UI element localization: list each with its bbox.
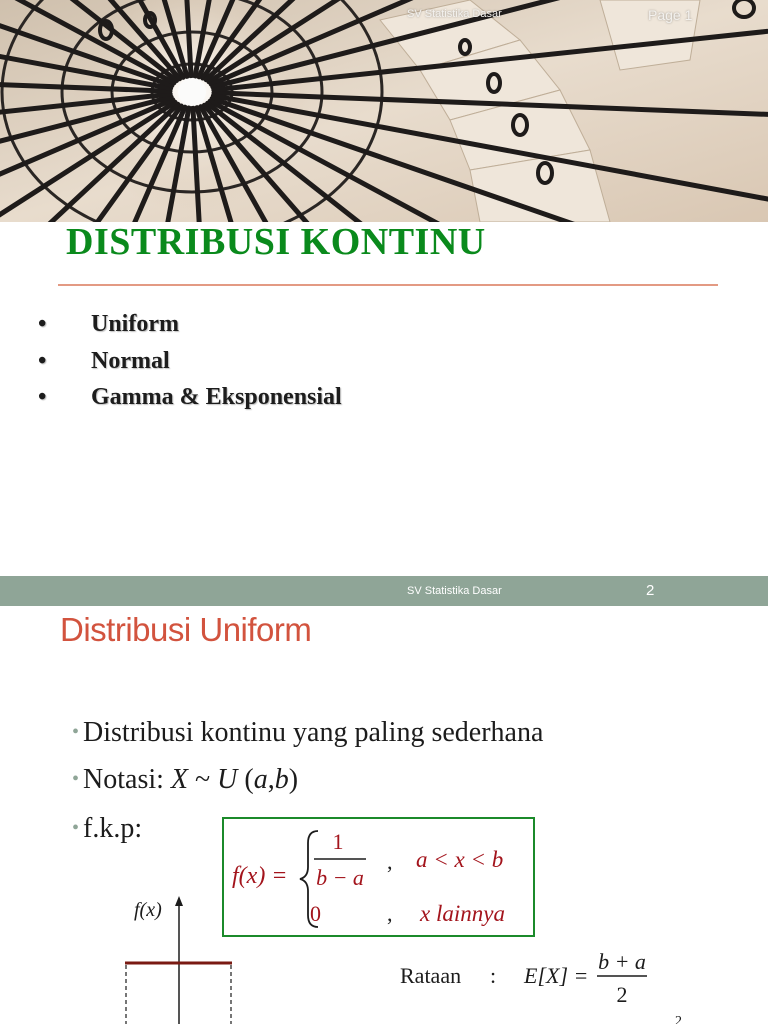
bullet-icon: • bbox=[72, 721, 80, 743]
zero-value: 0 bbox=[310, 901, 321, 926]
open-paren: ( bbox=[237, 764, 254, 795]
notation-prefix: Notasi: bbox=[83, 764, 171, 795]
banner-illustration bbox=[0, 0, 768, 222]
distribution-symbol: U bbox=[217, 764, 238, 795]
mean-numerator: b + a bbox=[598, 949, 646, 974]
bullet-icon: • bbox=[72, 768, 80, 790]
notation-item bbox=[72, 763, 298, 799]
list-item-text: Uniform bbox=[91, 311, 179, 337]
list-item bbox=[72, 812, 142, 848]
mean-colon: : bbox=[490, 963, 497, 988]
spiral-staircase-banner-image bbox=[0, 0, 768, 222]
random-variable: X bbox=[170, 764, 189, 795]
list-item-text: Distribusi kontinu yang paling sederhana bbox=[83, 717, 544, 748]
fraction-denominator: b − a bbox=[316, 865, 364, 890]
page-label: Page 1 bbox=[648, 7, 693, 23]
axis-arrow-icon bbox=[175, 896, 183, 906]
uniform-density-plot bbox=[118, 894, 248, 1024]
list-item bbox=[72, 716, 543, 752]
bullet-icon: • bbox=[38, 384, 47, 410]
header-label: SV Statistika Dasar bbox=[407, 8, 502, 20]
pdf-formula-box bbox=[222, 817, 535, 937]
plot-y-label: f(x) bbox=[134, 899, 162, 921]
slide-header-bar bbox=[0, 576, 768, 606]
tilde: ~ bbox=[188, 764, 218, 795]
list-item-text: f.k.p: bbox=[83, 813, 143, 844]
param-a: a bbox=[253, 764, 268, 795]
condition-interval: a < x < b bbox=[416, 847, 504, 872]
variance-exponent: 2 bbox=[675, 1014, 682, 1024]
condition-otherwise: x lainnya bbox=[420, 901, 505, 926]
list-item-text: Normal bbox=[91, 347, 170, 374]
formula-lhs: f(x) = bbox=[232, 863, 288, 889]
slide-title: DISTRIBUSI KONTINU bbox=[66, 221, 486, 263]
comma: , bbox=[267, 764, 275, 795]
close-paren: ) bbox=[288, 764, 299, 795]
slide-title: Distribusi Uniform bbox=[60, 611, 312, 648]
pdf-formula bbox=[224, 819, 533, 935]
separator-comma: , bbox=[387, 901, 393, 926]
bullet-icon: • bbox=[72, 817, 80, 839]
mean-denominator: 2 bbox=[616, 982, 628, 1007]
list-item-text: Gamma & Eksponensial bbox=[91, 384, 342, 410]
slide-2 bbox=[0, 576, 768, 1024]
header-label: SV Statistika Dasar bbox=[407, 585, 502, 597]
separator-comma: , bbox=[387, 849, 393, 874]
bullet-icon: • bbox=[38, 311, 47, 337]
page-number: 2 bbox=[646, 582, 655, 599]
fraction-numerator: 1 bbox=[332, 829, 344, 854]
mean-label: Rataan bbox=[400, 963, 462, 988]
bullet-icon: • bbox=[38, 347, 47, 374]
expectation-lhs: E[X] = bbox=[524, 963, 589, 988]
param-b: b bbox=[274, 764, 289, 795]
mean-formula bbox=[398, 946, 698, 1024]
title-divider bbox=[58, 284, 718, 286]
